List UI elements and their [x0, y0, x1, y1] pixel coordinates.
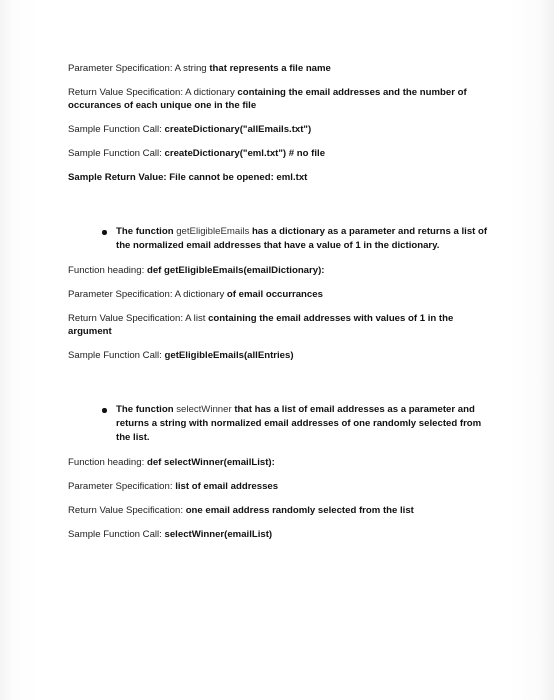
function-heading-label: Function heading:	[68, 265, 147, 276]
bullet-dot-icon	[102, 408, 107, 413]
function-heading-label: Function heading:	[68, 457, 147, 468]
param-spec-label: Parameter Specification: A dictionary	[68, 289, 227, 300]
sample-call-label: Sample Function Call:	[68, 529, 165, 540]
sample-call-value: getEligibleEmails(allEntries)	[164, 350, 294, 361]
bullet-text-pre: The function	[116, 226, 177, 237]
function-heading-select-winner	[68, 456, 488, 469]
return-spec-create-dictionary	[68, 86, 488, 112]
sample-call-value: createDictionary("eml.txt") # no file	[164, 148, 326, 159]
param-spec-select-winner	[68, 480, 488, 493]
param-spec-value: list of email addresses	[175, 481, 279, 492]
sample-call-label: Sample Function Call:	[68, 124, 165, 135]
return-spec-value: containing the email addresses and the number of occurances of each unique one in the file	[68, 87, 467, 111]
function-heading-value: def getEligibleEmails(emailDictionary):	[146, 265, 325, 276]
return-spec-label: Return Value Specification: A dictionary	[68, 87, 238, 98]
document-content	[68, 62, 488, 541]
sample-call-all-emails	[68, 123, 488, 136]
function-heading-get-eligible	[68, 264, 488, 277]
param-spec-value: that represents a file name	[209, 63, 331, 74]
function-heading-value: def selectWinner(emailList):	[146, 457, 275, 468]
sample-return-value	[68, 171, 488, 184]
sample-call-select-winner	[68, 528, 488, 541]
param-spec-label: Parameter Specification: A string	[68, 63, 210, 74]
bullet-select-winner	[68, 403, 488, 445]
param-spec-value: of email occurrances	[226, 289, 323, 300]
return-spec-label: Return Value Specification: A list	[68, 313, 209, 324]
return-spec-get-eligible	[68, 312, 488, 338]
sample-call-label: Sample Function Call:	[68, 148, 165, 159]
param-spec-create-dictionary	[68, 62, 488, 75]
sample-call-value: selectWinner(emailList)	[164, 529, 273, 540]
sample-call-value: createDictionary("allEmails.txt")	[164, 124, 312, 135]
bullet-dot-icon	[102, 230, 107, 235]
sample-return-text: Sample Return Value: File cannot be opened: eml.txt	[68, 172, 308, 183]
bullet-function-name: selectWinner	[176, 404, 232, 415]
sample-call-eml	[68, 147, 488, 160]
sample-call-get-eligible	[68, 349, 488, 362]
param-spec-label: Parameter Specification:	[68, 481, 176, 492]
bullet-function-name: getEligibleEmails	[176, 226, 250, 237]
return-spec-value: containing the email addresses with values of 1 in the argument	[68, 313, 454, 337]
bullet-text-pre: The function	[116, 404, 177, 415]
bullet-text-post: that has a list of email addresses as a parameter and returns a string with normalized email addresses of one randomly selected from the list.	[116, 404, 482, 443]
return-spec-label: Return Value Specification:	[68, 505, 186, 516]
sample-call-label: Sample Function Call:	[68, 350, 165, 361]
return-spec-value: one email address randomly selected from the list	[185, 505, 414, 516]
param-spec-get-eligible	[68, 288, 488, 301]
bullet-text-post: has a dictionary as a parameter and returns a list of the normalized email addresses that have a value of 1 in the dictionary.	[116, 226, 488, 251]
bullet-get-eligible-emails	[68, 225, 488, 253]
return-spec-select-winner	[68, 504, 488, 517]
